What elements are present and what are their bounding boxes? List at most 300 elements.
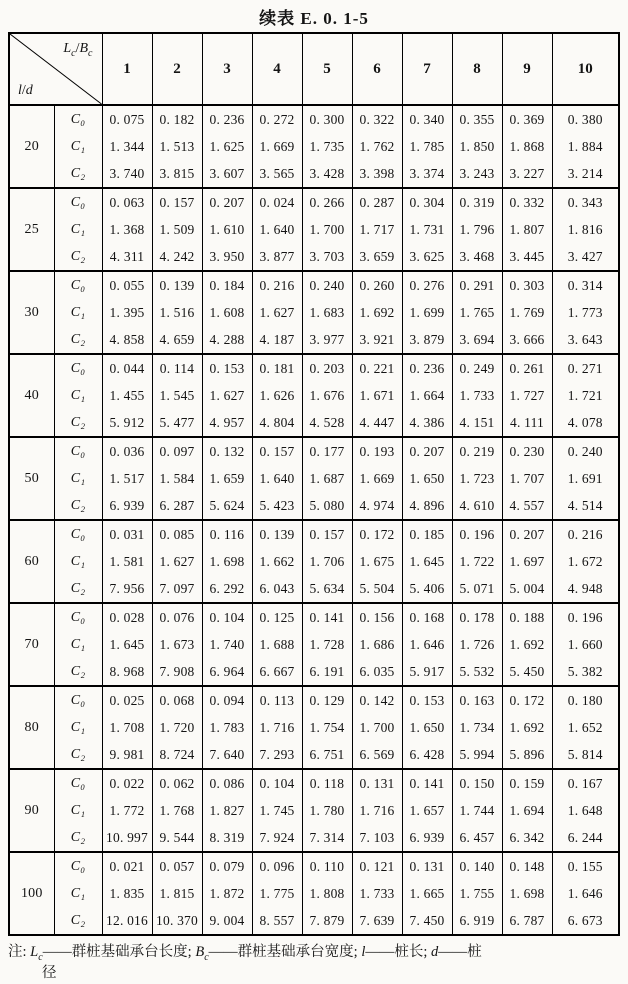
value-cell: 0. 300: [302, 105, 352, 133]
value-cell: 4. 242: [152, 243, 202, 271]
value-cell: 1. 850: [452, 133, 502, 160]
ld-cell: 100: [9, 852, 54, 935]
value-cell: 1. 662: [252, 548, 302, 575]
value-cell: 0. 031: [102, 520, 152, 548]
value-cell: 1. 700: [352, 714, 402, 741]
value-cell: 8. 724: [152, 741, 202, 769]
value-cell: 1. 868: [502, 133, 552, 160]
value-cell: 3. 243: [452, 160, 502, 188]
value-cell: 3. 398: [352, 160, 402, 188]
value-cell: 1. 698: [202, 548, 252, 575]
value-cell: 3. 740: [102, 160, 152, 188]
value-cell: 0. 369: [502, 105, 552, 133]
value-cell: 7. 879: [302, 907, 352, 935]
value-cell: 4. 528: [302, 409, 352, 437]
value-cell: 1. 716: [352, 797, 402, 824]
value-cell: 0. 332: [502, 188, 552, 216]
value-cell: 0. 055: [102, 271, 152, 299]
coef-label: C₀: [54, 603, 102, 631]
value-cell: 5. 994: [452, 741, 502, 769]
value-cell: 5. 532: [452, 658, 502, 686]
value-cell: 0. 157: [252, 437, 302, 465]
value-cell: 0. 240: [302, 271, 352, 299]
value-cell: 7. 450: [402, 907, 452, 935]
value-cell: 0. 116: [202, 520, 252, 548]
value-cell: 4. 957: [202, 409, 252, 437]
value-cell: 3. 374: [402, 160, 452, 188]
value-cell: 1. 692: [502, 631, 552, 658]
value-cell: 1. 723: [452, 465, 502, 492]
coef-label: C₁: [54, 216, 102, 243]
value-cell: 8. 557: [252, 907, 302, 935]
value-cell: 1. 744: [452, 797, 502, 824]
value-cell: 0. 319: [452, 188, 502, 216]
value-cell: 7. 924: [252, 824, 302, 852]
value-cell: 6. 244: [552, 824, 619, 852]
value-cell: 9. 981: [102, 741, 152, 769]
value-cell: 1. 697: [502, 548, 552, 575]
value-cell: 6. 939: [402, 824, 452, 852]
value-cell: 1. 640: [252, 465, 302, 492]
value-cell: 1. 671: [352, 382, 402, 409]
coef-label: C₂: [54, 160, 102, 188]
header-row: [9, 33, 619, 105]
value-cell: 3. 815: [152, 160, 202, 188]
value-cell: 1. 676: [302, 382, 352, 409]
value-cell: 1. 669: [352, 465, 402, 492]
value-cell: 7. 314: [302, 824, 352, 852]
value-cell: 0. 291: [452, 271, 502, 299]
value-cell: 1. 627: [202, 382, 252, 409]
table-row: [9, 216, 619, 243]
table-title: 续表 E. 0. 1-5: [259, 9, 369, 28]
value-cell: 0. 168: [402, 603, 452, 631]
corner-bottom-label: l/d: [18, 83, 33, 98]
value-cell: 5. 423: [252, 492, 302, 520]
value-cell: 4. 187: [252, 326, 302, 354]
value-cell: 0. 272: [252, 105, 302, 133]
value-cell: 1. 650: [402, 714, 452, 741]
value-cell: 1. 626: [252, 382, 302, 409]
value-cell: 1. 727: [502, 382, 552, 409]
value-cell: 0. 022: [102, 769, 152, 797]
value-cell: 4. 386: [402, 409, 452, 437]
value-cell: 5. 071: [452, 575, 502, 603]
value-cell: 4. 557: [502, 492, 552, 520]
value-cell: 7. 639: [352, 907, 402, 935]
value-cell: 8. 319: [202, 824, 252, 852]
value-cell: 3. 977: [302, 326, 352, 354]
value-cell: 0. 025: [102, 686, 152, 714]
table-row: [9, 880, 619, 907]
value-cell: 1. 672: [552, 548, 619, 575]
value-cell: 1. 707: [502, 465, 552, 492]
ld-cell: 90: [9, 769, 54, 852]
value-cell: 1. 783: [202, 714, 252, 741]
value-cell: 0. 086: [202, 769, 252, 797]
coef-label: C₀: [54, 769, 102, 797]
value-cell: 3. 428: [302, 160, 352, 188]
value-cell: 4. 804: [252, 409, 302, 437]
value-cell: 0. 132: [202, 437, 252, 465]
coef-label: C₀: [54, 105, 102, 133]
value-cell: 6. 569: [352, 741, 402, 769]
value-cell: 6. 673: [552, 907, 619, 935]
table-row: [9, 548, 619, 575]
value-cell: 1. 780: [302, 797, 352, 824]
value-cell: 1. 692: [502, 714, 552, 741]
table-row: [9, 714, 619, 741]
value-cell: 1. 673: [152, 631, 202, 658]
coef-label: C₂: [54, 326, 102, 354]
value-cell: 3. 950: [202, 243, 252, 271]
value-cell: 4. 288: [202, 326, 252, 354]
value-cell: 0. 068: [152, 686, 202, 714]
value-cell: 0. 159: [502, 769, 552, 797]
coef-label: C₁: [54, 631, 102, 658]
value-cell: 3. 703: [302, 243, 352, 271]
value-cell: 10. 370: [152, 907, 202, 935]
value-cell: 0. 076: [152, 603, 202, 631]
value-cell: 1. 581: [102, 548, 152, 575]
coef-label: C₂: [54, 741, 102, 769]
value-cell: 1. 745: [252, 797, 302, 824]
value-cell: 6. 919: [452, 907, 502, 935]
table-row: [9, 105, 619, 133]
value-cell: 1. 686: [352, 631, 402, 658]
value-cell: 0. 063: [102, 188, 152, 216]
ld-cell: 70: [9, 603, 54, 686]
value-cell: 0. 260: [352, 271, 402, 299]
ld-cell: 20: [9, 105, 54, 188]
value-cell: 0. 219: [452, 437, 502, 465]
value-cell: 0. 207: [502, 520, 552, 548]
table-row: [9, 686, 619, 714]
value-cell: 5. 004: [502, 575, 552, 603]
column-header: 6: [352, 33, 402, 105]
value-cell: 1. 765: [452, 299, 502, 326]
value-cell: 1. 726: [452, 631, 502, 658]
value-cell: 1. 646: [402, 631, 452, 658]
value-cell: 0. 182: [152, 105, 202, 133]
table-row: [9, 741, 619, 769]
value-cell: 0. 125: [252, 603, 302, 631]
table-row: [9, 160, 619, 188]
value-cell: 1. 509: [152, 216, 202, 243]
value-cell: 0. 044: [102, 354, 152, 382]
value-cell: 1. 395: [102, 299, 152, 326]
table-row: [9, 326, 619, 354]
value-cell: 3. 694: [452, 326, 502, 354]
value-cell: 0. 024: [252, 188, 302, 216]
column-header: 4: [252, 33, 302, 105]
ld-cell: 40: [9, 354, 54, 437]
value-cell: 1. 545: [152, 382, 202, 409]
value-cell: 0. 097: [152, 437, 202, 465]
table-row: [9, 271, 619, 299]
value-cell: 0. 240: [552, 437, 619, 465]
value-cell: 7. 103: [352, 824, 402, 852]
value-cell: 4. 151: [452, 409, 502, 437]
value-cell: 0. 314: [552, 271, 619, 299]
value-cell: 1. 815: [152, 880, 202, 907]
value-cell: 6. 787: [502, 907, 552, 935]
value-cell: 0. 110: [302, 852, 352, 880]
value-cell: 3. 468: [452, 243, 502, 271]
value-cell: 1. 610: [202, 216, 252, 243]
value-cell: 1. 517: [102, 465, 152, 492]
value-cell: 0. 303: [502, 271, 552, 299]
column-header: 10: [552, 33, 619, 105]
value-cell: 1. 659: [202, 465, 252, 492]
table-row: [9, 299, 619, 326]
value-cell: 0. 141: [402, 769, 452, 797]
value-cell: 1. 773: [552, 299, 619, 326]
value-cell: 1. 675: [352, 548, 402, 575]
table-row: [9, 824, 619, 852]
value-cell: 0. 340: [402, 105, 452, 133]
value-cell: 0. 380: [552, 105, 619, 133]
value-cell: 5. 814: [552, 741, 619, 769]
value-cell: 6. 964: [202, 658, 252, 686]
value-cell: 1. 683: [302, 299, 352, 326]
table-row: [9, 437, 619, 465]
value-cell: 1. 733: [452, 382, 502, 409]
value-cell: 0. 121: [352, 852, 402, 880]
value-cell: 0. 153: [202, 354, 252, 382]
table-row: [9, 603, 619, 631]
value-cell: 4. 659: [152, 326, 202, 354]
value-cell: 5. 634: [302, 575, 352, 603]
table-row: [9, 243, 619, 271]
value-cell: 0. 104: [252, 769, 302, 797]
value-cell: 1. 816: [552, 216, 619, 243]
value-cell: 3. 666: [502, 326, 552, 354]
value-cell: 5. 917: [402, 658, 452, 686]
value-cell: 1. 772: [102, 797, 152, 824]
value-cell: 4. 610: [452, 492, 502, 520]
value-cell: 0. 266: [302, 188, 352, 216]
value-cell: 1. 827: [202, 797, 252, 824]
ld-cell: 30: [9, 271, 54, 354]
value-cell: 0. 167: [552, 769, 619, 797]
ld-cell: 60: [9, 520, 54, 603]
value-cell: 9. 544: [152, 824, 202, 852]
value-cell: 0. 196: [552, 603, 619, 631]
value-cell: 0. 216: [252, 271, 302, 299]
value-cell: 5. 912: [102, 409, 152, 437]
value-cell: 1. 720: [152, 714, 202, 741]
value-cell: 1. 584: [152, 465, 202, 492]
value-cell: 0. 155: [552, 852, 619, 880]
value-cell: 1. 722: [452, 548, 502, 575]
coef-label: C₂: [54, 575, 102, 603]
value-cell: 5. 080: [302, 492, 352, 520]
value-cell: 8. 968: [102, 658, 152, 686]
value-cell: 0. 129: [302, 686, 352, 714]
table-row: [9, 382, 619, 409]
ld-cell: 25: [9, 188, 54, 271]
coefficient-table: [8, 32, 620, 936]
table-row: [9, 907, 619, 935]
value-cell: 1. 872: [202, 880, 252, 907]
value-cell: 0. 085: [152, 520, 202, 548]
value-cell: 1. 785: [402, 133, 452, 160]
coef-label: C₁: [54, 880, 102, 907]
value-cell: 0. 230: [502, 437, 552, 465]
value-cell: 0. 104: [202, 603, 252, 631]
value-cell: 1. 645: [402, 548, 452, 575]
value-cell: 5. 406: [402, 575, 452, 603]
value-cell: 0. 207: [402, 437, 452, 465]
value-cell: 1. 664: [402, 382, 452, 409]
table-row: [9, 409, 619, 437]
value-cell: 1. 699: [402, 299, 452, 326]
value-cell: 1. 645: [102, 631, 152, 658]
value-cell: 0. 021: [102, 852, 152, 880]
value-cell: 0. 216: [552, 520, 619, 548]
value-cell: 5. 450: [502, 658, 552, 686]
value-cell: 0. 304: [402, 188, 452, 216]
value-cell: 1. 728: [302, 631, 352, 658]
value-cell: 4. 311: [102, 243, 152, 271]
table-row: [9, 354, 619, 382]
value-cell: 1. 646: [552, 880, 619, 907]
corner-cell: [9, 33, 102, 105]
value-cell: 0. 157: [152, 188, 202, 216]
value-cell: 3. 214: [552, 160, 619, 188]
value-cell: 7. 097: [152, 575, 202, 603]
value-cell: 7. 956: [102, 575, 152, 603]
value-cell: 0. 261: [502, 354, 552, 382]
value-cell: 6. 342: [502, 824, 552, 852]
value-cell: 1. 708: [102, 714, 152, 741]
coef-label: C₁: [54, 548, 102, 575]
value-cell: 0. 118: [302, 769, 352, 797]
value-cell: 0. 196: [452, 520, 502, 548]
value-cell: 1. 652: [552, 714, 619, 741]
value-cell: 6. 457: [452, 824, 502, 852]
value-cell: 1. 648: [552, 797, 619, 824]
value-cell: 0. 180: [552, 686, 619, 714]
value-cell: 5. 624: [202, 492, 252, 520]
value-cell: 0. 114: [152, 354, 202, 382]
value-cell: 6. 043: [252, 575, 302, 603]
coef-label: C₂: [54, 409, 102, 437]
value-cell: 1. 665: [402, 880, 452, 907]
value-cell: 6. 191: [302, 658, 352, 686]
value-cell: 6. 751: [302, 741, 352, 769]
footnote: 注: $L_c——$群桩基础承台长度; $B_c——$群桩基础承台宽度; l——桩长; d——桩 径: [8, 944, 482, 981]
column-header: 7: [402, 33, 452, 105]
value-cell: 0. 148: [502, 852, 552, 880]
column-header: 9: [502, 33, 552, 105]
value-cell: 1. 627: [152, 548, 202, 575]
value-cell: 1. 625: [202, 133, 252, 160]
column-header: 5: [302, 33, 352, 105]
value-cell: 1. 755: [452, 880, 502, 907]
value-cell: 1. 516: [152, 299, 202, 326]
value-cell: 1. 796: [452, 216, 502, 243]
value-cell: 1. 716: [252, 714, 302, 741]
coef-label: C₁: [54, 299, 102, 326]
table-row: [9, 658, 619, 686]
value-cell: 1. 700: [302, 216, 352, 243]
value-cell: 0. 156: [352, 603, 402, 631]
value-cell: 1. 740: [202, 631, 252, 658]
coef-label: C₂: [54, 907, 102, 935]
value-cell: 3. 565: [252, 160, 302, 188]
value-cell: 0. 131: [352, 769, 402, 797]
value-cell: 4. 948: [552, 575, 619, 603]
value-cell: 0. 185: [402, 520, 452, 548]
value-cell: 5. 896: [502, 741, 552, 769]
value-cell: 0. 142: [352, 686, 402, 714]
coef-label: C₁: [54, 465, 102, 492]
ld-cell: 80: [9, 686, 54, 769]
value-cell: 0. 276: [402, 271, 452, 299]
table-row: [9, 188, 619, 216]
coef-label: C₁: [54, 382, 102, 409]
table-row: [9, 769, 619, 797]
value-cell: 3. 921: [352, 326, 402, 354]
table-row: [9, 797, 619, 824]
value-cell: 0. 139: [152, 271, 202, 299]
value-cell: 1. 657: [402, 797, 452, 824]
value-cell: 1. 721: [552, 382, 619, 409]
value-cell: 5. 382: [552, 658, 619, 686]
coef-label: C₁: [54, 797, 102, 824]
value-cell: 1. 835: [102, 880, 152, 907]
value-cell: 0. 028: [102, 603, 152, 631]
value-cell: 1. 754: [302, 714, 352, 741]
value-cell: 1. 808: [302, 880, 352, 907]
value-cell: 1. 627: [252, 299, 302, 326]
coef-label: C₂: [54, 243, 102, 271]
value-cell: 1. 884: [552, 133, 619, 160]
value-cell: 1. 669: [252, 133, 302, 160]
ld-cell: 50: [9, 437, 54, 520]
value-cell: 0. 207: [202, 188, 252, 216]
coef-label: C₀: [54, 686, 102, 714]
coef-label: C₀: [54, 520, 102, 548]
value-cell: 0. 178: [452, 603, 502, 631]
coef-label: C₀: [54, 437, 102, 465]
value-cell: 0. 343: [552, 188, 619, 216]
value-cell: 1. 455: [102, 382, 152, 409]
value-cell: 0. 355: [452, 105, 502, 133]
value-cell: 4. 514: [552, 492, 619, 520]
value-cell: 1. 698: [502, 880, 552, 907]
value-cell: 1. 513: [152, 133, 202, 160]
value-cell: 0. 141: [302, 603, 352, 631]
value-cell: 6. 939: [102, 492, 152, 520]
value-cell: 0. 177: [302, 437, 352, 465]
value-cell: 0. 193: [352, 437, 402, 465]
value-cell: 3. 879: [402, 326, 452, 354]
value-cell: 0. 221: [352, 354, 402, 382]
value-cell: 1. 691: [552, 465, 619, 492]
value-cell: 1. 734: [452, 714, 502, 741]
coef-label: C₀: [54, 354, 102, 382]
value-cell: 1. 768: [152, 797, 202, 824]
value-cell: 0. 249: [452, 354, 502, 382]
value-cell: 7. 293: [252, 741, 302, 769]
column-header: 2: [152, 33, 202, 105]
table-row: [9, 520, 619, 548]
value-cell: 7. 908: [152, 658, 202, 686]
value-cell: 6. 035: [352, 658, 402, 686]
